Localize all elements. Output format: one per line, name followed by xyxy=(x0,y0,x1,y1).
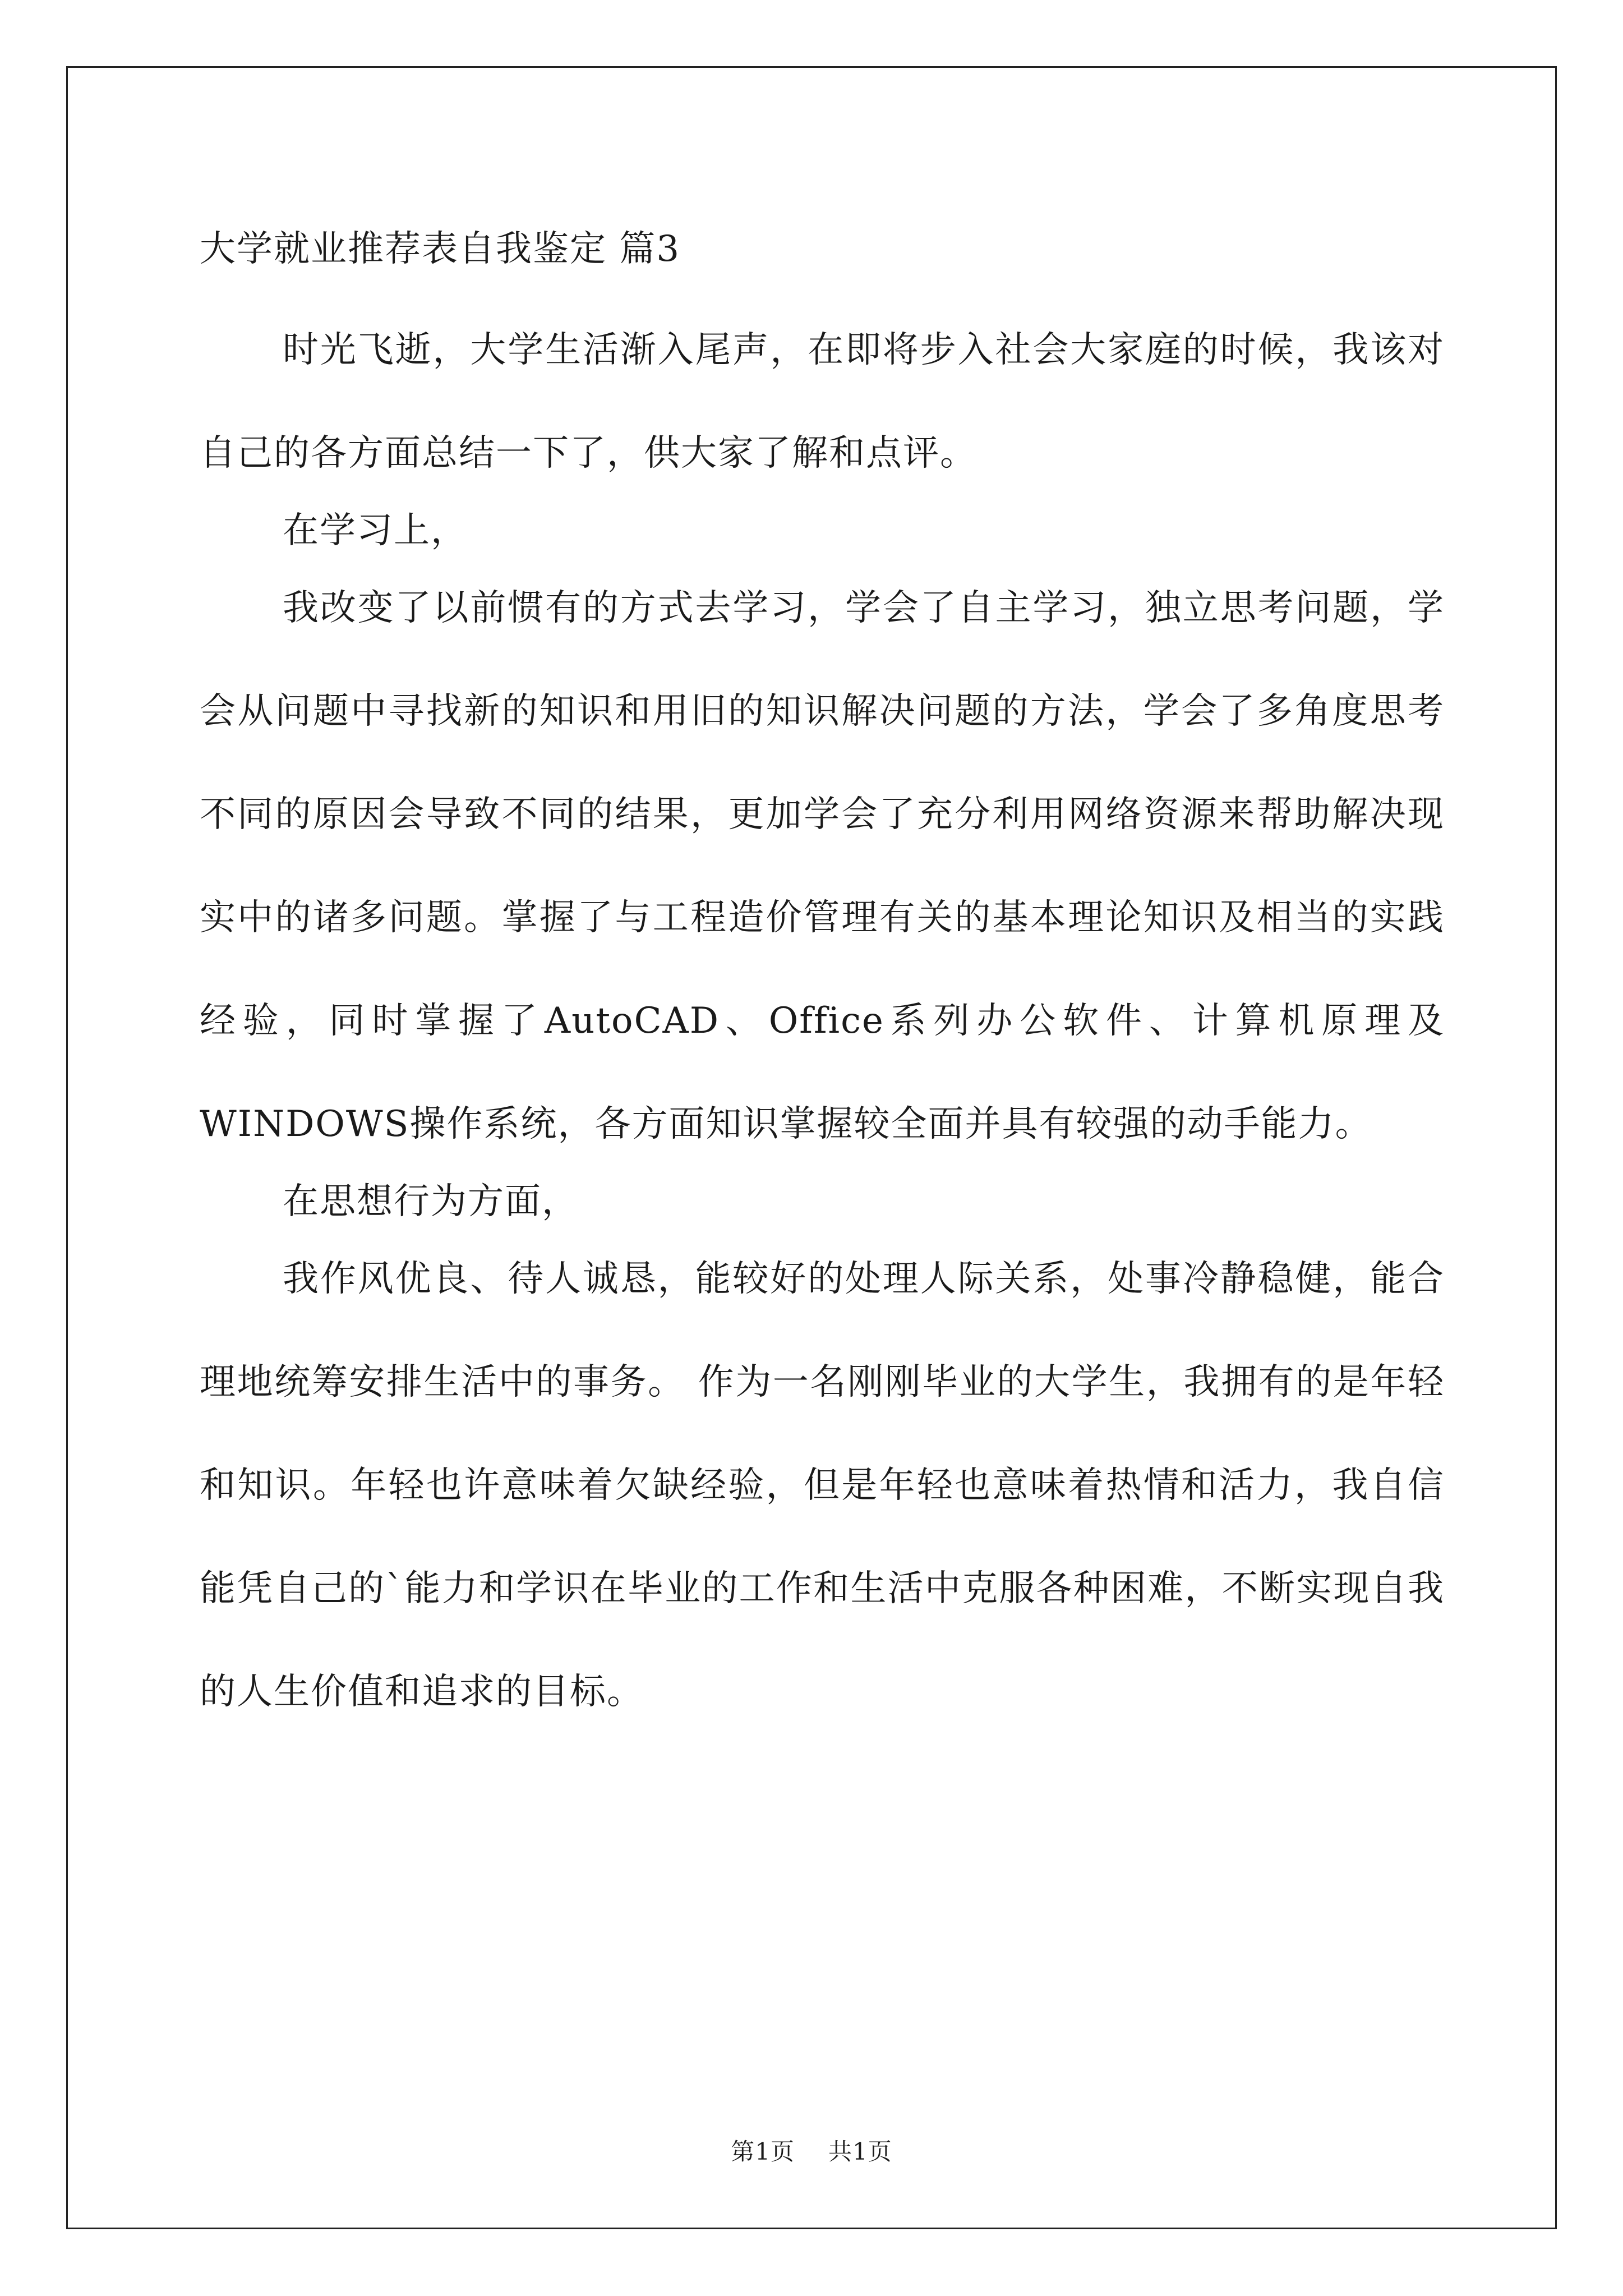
paragraph-conduct-heading: 在思想行为方面， xyxy=(283,1181,579,1222)
document-body xyxy=(200,223,1445,1743)
page-footer xyxy=(0,2136,1623,2168)
paragraph-intro: 时光飞逝，大学生活渐入尾声，在即将步入社会大家庭的时候，我该对自己的各方面总结一下了，供大家了解和点评。 xyxy=(200,329,1445,474)
document-title: 大学就业推荐表自我鉴定 篇3 xyxy=(200,228,681,270)
page-total: 共1页 xyxy=(828,2138,892,2165)
paragraph-study: 我改变了以前惯有的方式去学习，学会了自主学习，独立思考问题，学会从问题中寻找新的知识和用旧的知识解决问题的方法，学会了多角度思考不同的原因会导致不同的结果，更加学会了充分利用网络资源来帮助解决现实中的诸多问题。掌握了与工程造价管理有关的基本理论知识及相当的实践经验，同时掌握了AutoCAD、Office系列办公软件、计算机原理及WINDOWS操作系统，各方面知识掌握较全面并具有较强的动手能力。 xyxy=(200,587,1445,1145)
paragraph-conduct: 我作风优良、待人诚恳，能较好的处理人际关系，处事冷静稳健，能合理地统筹安排生活中的事务。 作为一名刚刚毕业的大学生，我拥有的是年轻和知识。年轻也许意味着欠缺经验，但是年轻也意味着热情和活力，我自信能凭自己的`能力和学识在毕业的工作和生活中克服各种困难，不断实现自我的人生价值和追求的目标。 xyxy=(200,1258,1445,1713)
page-number: 第1页 xyxy=(731,2138,795,2165)
paragraph-study-heading: 在学习上， xyxy=(283,510,468,551)
